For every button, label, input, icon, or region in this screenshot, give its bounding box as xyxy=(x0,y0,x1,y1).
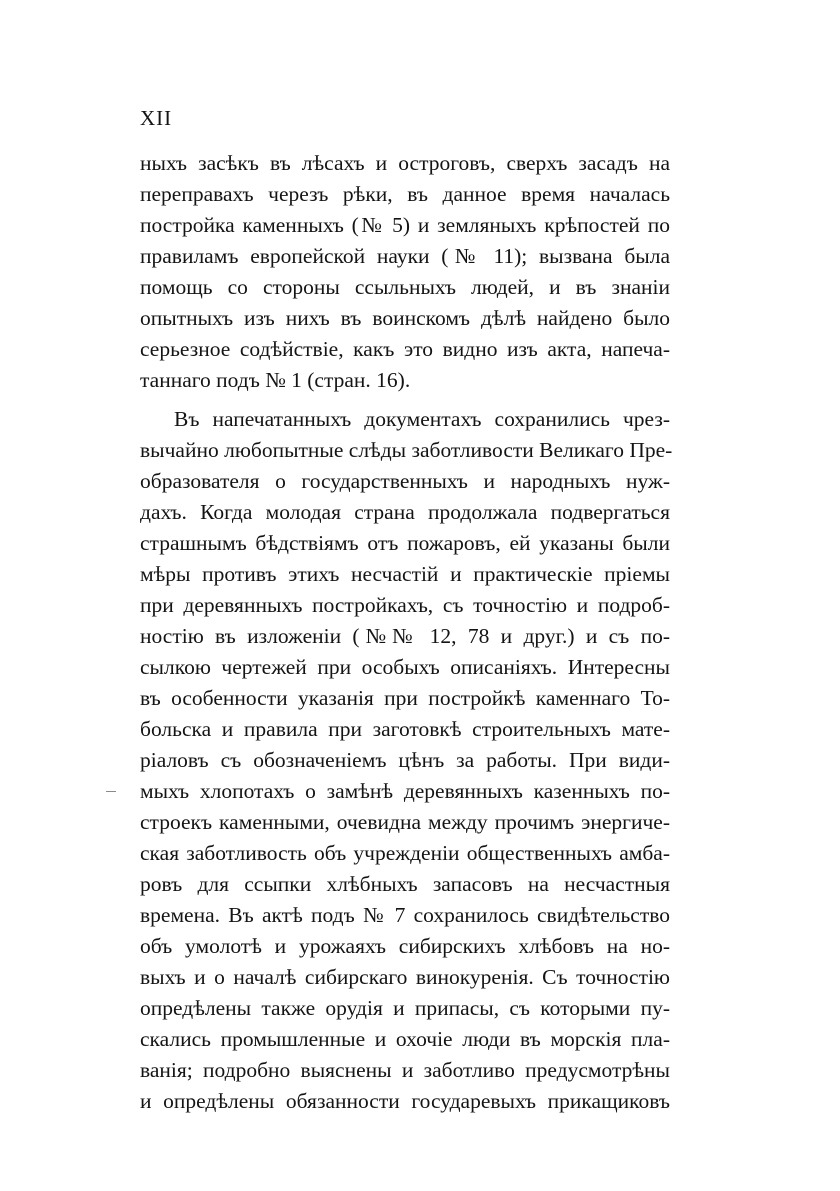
text-line: скались промышленные и охочіе люди въ морскія пла- xyxy=(140,1027,670,1051)
text-line: ріаловъ съ обозначеніемъ цѣнъ за работы. При види- xyxy=(140,748,670,772)
text-line: ныхъ засѣкъ въ лѣсахъ и остроговъ, сверхъ засадъ на xyxy=(140,151,670,175)
paragraph-2 xyxy=(140,404,673,1117)
page-number: XII xyxy=(140,106,173,130)
margin-mark xyxy=(106,791,116,792)
text-line: постройка каменныхъ (№ 5) и земляныхъ крѣпостей по xyxy=(140,213,670,237)
text-line: вычайно любопытные слѣды заботливости Великаго Пре- xyxy=(140,438,673,462)
text-line: страшнымъ бѣдствіямъ отъ пожаровъ, ей указаны были xyxy=(140,531,670,555)
text-line: мѣры противъ этихъ несчастій и практическіе пріемы xyxy=(140,562,670,586)
text-line: больска и правила при заготовкѣ строительныхъ мате- xyxy=(140,717,670,741)
text-line: мыхъ хлопотахъ о замѣнѣ деревянныхъ казенныхъ по- xyxy=(140,779,670,803)
text-line: таннаго подъ № 1 (стран. 16). xyxy=(140,368,411,392)
paragraph-1 xyxy=(140,148,670,396)
text-line: сылкою чертежей при особыхъ описаніяхъ. Интересны xyxy=(140,655,670,679)
text-line: переправахъ черезъ рѣки, въ данное время началась xyxy=(140,182,670,206)
text-line: опытныхъ изъ нихъ въ воинскомъ дѣлѣ найдено было xyxy=(140,306,670,330)
text-line: строекъ каменными, очевидна между прочимъ энергиче- xyxy=(140,810,670,834)
text-line: ровъ для ссыпки хлѣбныхъ запасовъ на несчастныя xyxy=(140,872,670,896)
text-line: опредѣлены также орудія и припасы, съ которыми пу- xyxy=(140,996,670,1020)
text-line: ностію въ изложеніи (№№ 12, 78 и друг.) и съ по- xyxy=(140,624,670,648)
text-line: ская заботливость объ учрежденіи общественныхъ амба- xyxy=(140,841,670,865)
text-line: выхъ и о началѣ сибирскаго винокуренія. Съ точностію xyxy=(140,965,670,989)
text-line: помощь со стороны ссыльныхъ людей, и въ знаніи xyxy=(140,275,670,299)
text-line: и опредѣлены обязанности государевыхъ прикащиковъ xyxy=(140,1089,670,1113)
text-line: времена. Въ актѣ подъ № 7 сохранилось свидѣтельство xyxy=(140,903,670,927)
text-line: серьезное содѣйствіе, какъ это видно изъ акта, напеча- xyxy=(140,337,670,361)
text-line: ванія; подробно выяснены и заботливо предусмотрѣны xyxy=(140,1058,670,1082)
text-line: Въ напечатанныхъ документахъ сохранились чрез- xyxy=(174,407,670,431)
text-body xyxy=(140,148,673,1117)
text-line: объ умолотѣ и урожаяхъ сибирскихъ хлѣбовъ на но- xyxy=(140,934,670,958)
text-line: образователя о государственныхъ и народныхъ нуж- xyxy=(140,469,670,493)
text-line: дахъ. Когда молодая страна продолжала подвергаться xyxy=(140,500,670,524)
text-line: правиламъ европейской науки (№ 11); вызвана была xyxy=(140,244,670,268)
text-line: въ особенности указанія при постройкѣ каменнаго То- xyxy=(140,686,670,710)
text-line: при деревянныхъ постройкахъ, съ точностію и подроб- xyxy=(140,593,670,617)
